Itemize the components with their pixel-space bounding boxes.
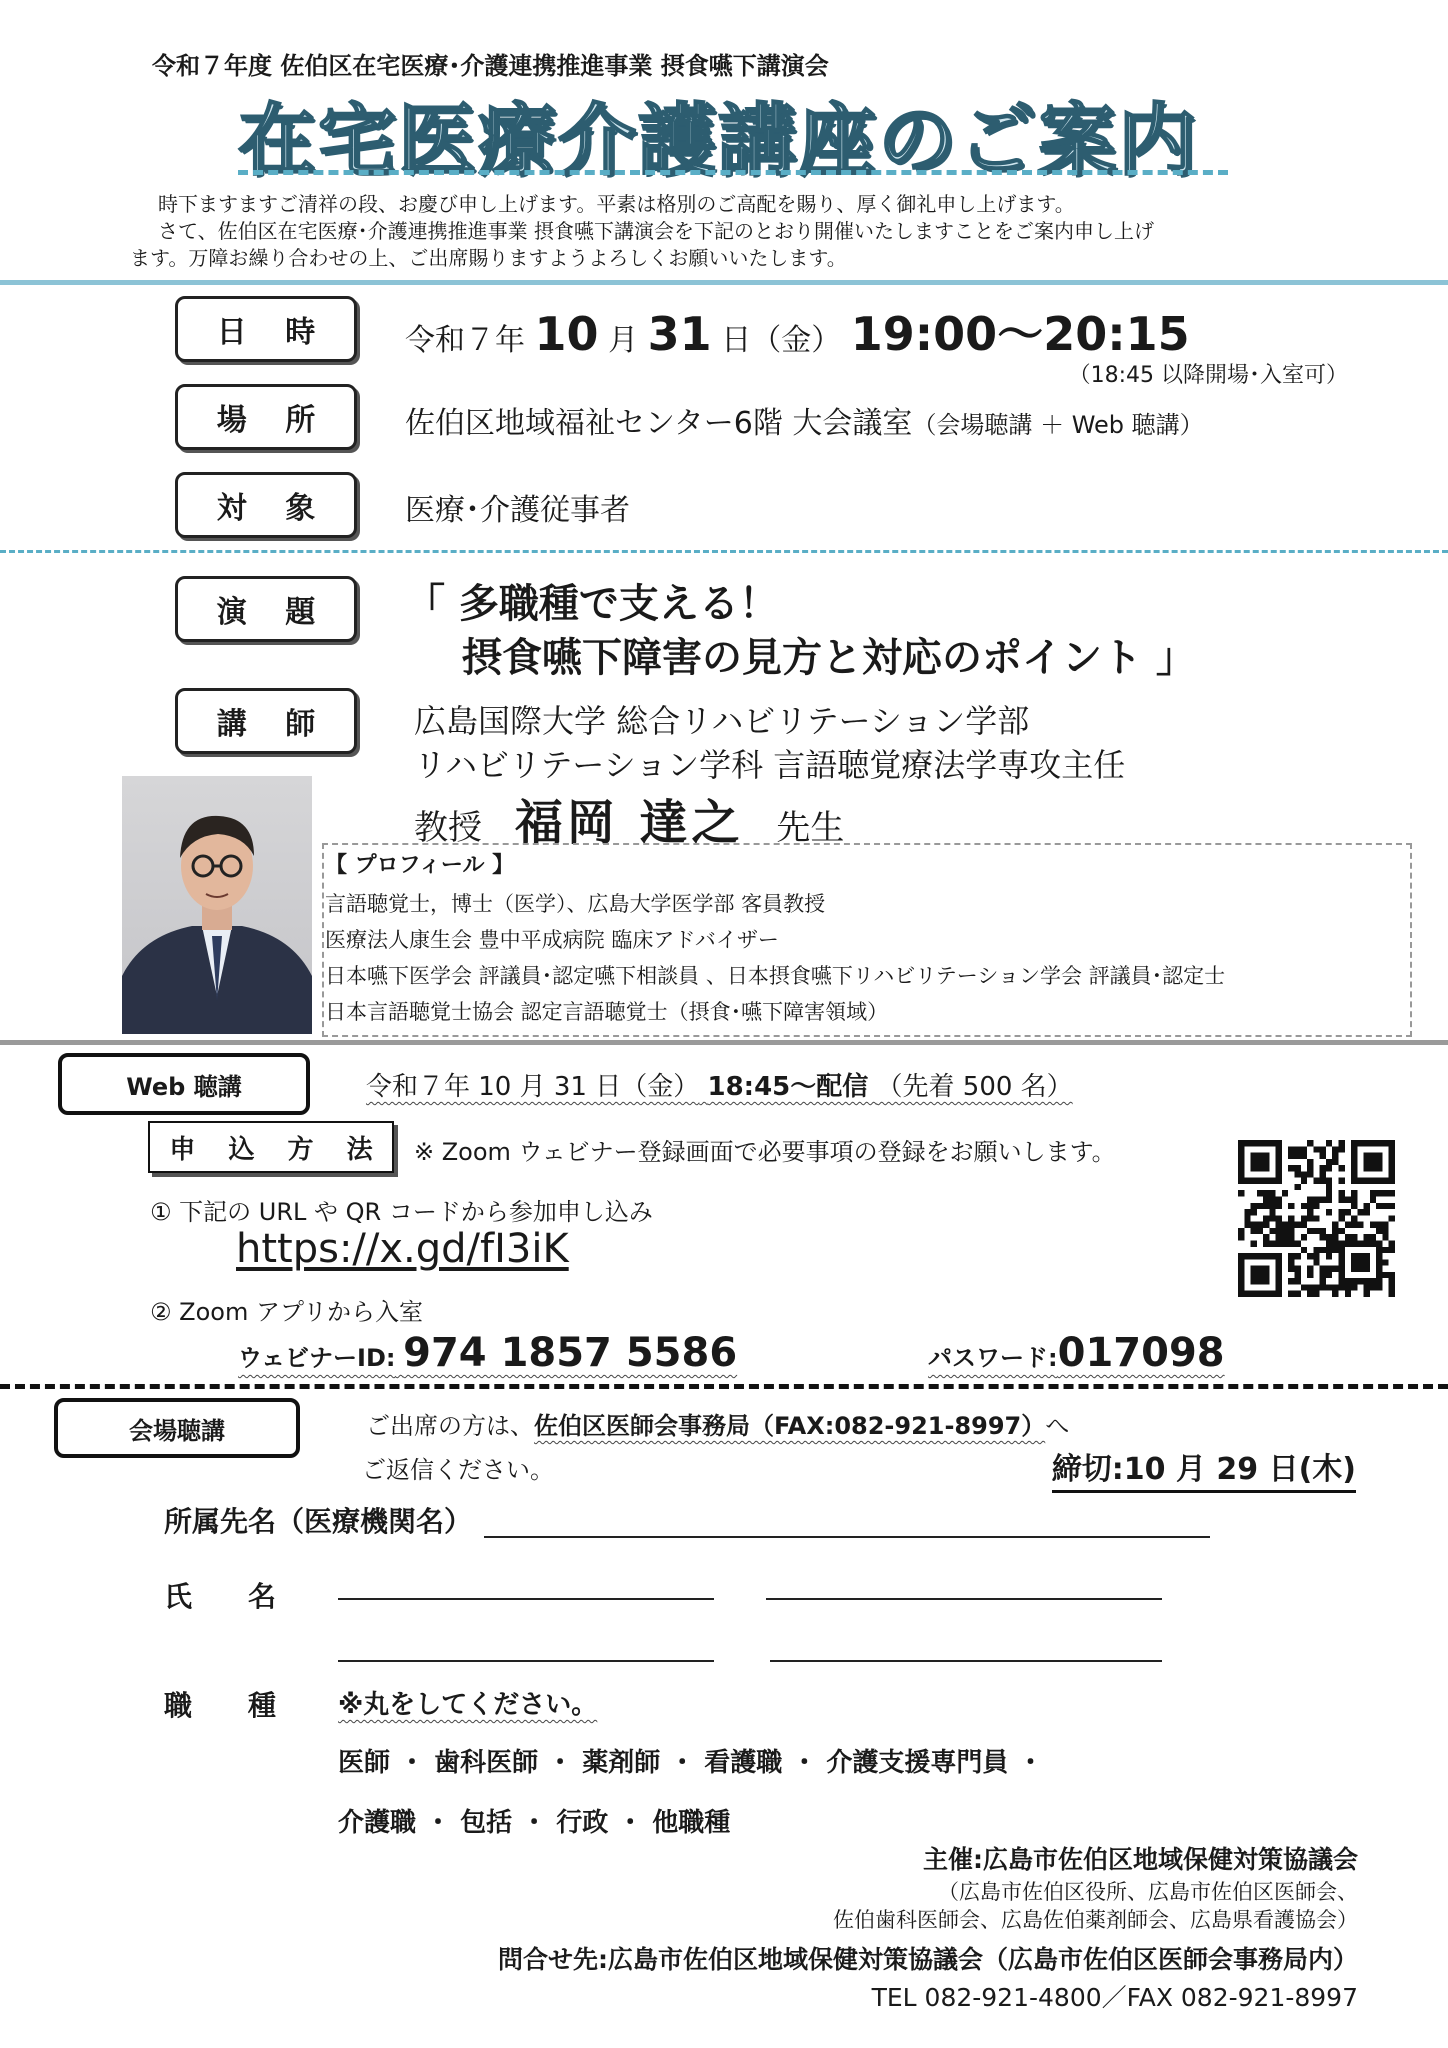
event-subtitle: 令和７年度 佐伯区在宅医療･介護連携推進事業 摂食嚥下講演会 bbox=[152, 52, 829, 80]
event-day-unit: 日（金） bbox=[721, 323, 842, 358]
reply-line-1-post: へ bbox=[1045, 1412, 1070, 1440]
event-month-unit: 月 bbox=[608, 323, 639, 358]
web-capacity: （先着 500 名） bbox=[876, 1072, 1073, 1102]
section-divider-venue bbox=[0, 1384, 1448, 1389]
event-era: 令和７年 bbox=[405, 323, 525, 358]
label-lecturer: 講 師 bbox=[175, 688, 357, 754]
label-target: 対 象 bbox=[175, 472, 357, 538]
name-label: 氏 名 bbox=[164, 1580, 277, 1613]
webinar-id-line bbox=[238, 1330, 737, 1376]
topic-line-1: 「 多職種で支える！ bbox=[405, 581, 779, 627]
section-divider-top bbox=[0, 280, 1448, 285]
label-apply-method-text: 申 込 方 法 bbox=[169, 1134, 385, 1165]
name-field-1[interactable] bbox=[338, 1598, 714, 1600]
venue-text bbox=[405, 398, 1204, 442]
profile-item-2: 医療法人康生会 豊中平成病院 臨床アドバイザー bbox=[325, 928, 779, 952]
lecturer-photo-illustration bbox=[122, 776, 312, 1034]
label-datetime: 日 時 bbox=[175, 296, 357, 362]
web-datetime bbox=[366, 1066, 1073, 1103]
event-month: 10 bbox=[534, 307, 599, 361]
webinar-id-label: ウェビナーID: bbox=[238, 1344, 396, 1372]
section-divider-web bbox=[0, 1040, 1448, 1045]
organizer: 主催:広島市佐伯区地域保健対策協議会 bbox=[923, 1845, 1358, 1874]
lecturer-photo bbox=[122, 776, 312, 1034]
affiliation-field[interactable] bbox=[484, 1536, 1210, 1538]
apply-note: ※ Zoom ウェビナー登録画面で必要事項の登録をお願いします。 bbox=[414, 1138, 1116, 1166]
contact: 問合せ先:広島市佐伯区地域保健対策協議会（広島市佐伯区医師会事務局内） bbox=[497, 1945, 1358, 1974]
reply-line-1 bbox=[366, 1406, 1069, 1441]
profile-item-3: 日本嚥下医学会 評議員･認定嚥下相談員 、日本摂食嚥下リハビリテーション学会 評議員･認定士 bbox=[325, 964, 1226, 988]
lecturer-name: 福岡 達之 bbox=[514, 795, 744, 851]
intro-line-1: 時下ますますご清祥の段、お慶び申し上げます。平素は格別のご高配を賜り、厚く御礼申し上げます。 bbox=[158, 192, 1075, 216]
qr-code[interactable] bbox=[1238, 1140, 1395, 1297]
intro-line-2: さて、佐伯区在宅医療･介護連携推進事業 摂食嚥下講演会を下記のとおり開催いたしますことをご案内申し上げ bbox=[158, 219, 1154, 243]
opening-note: （18:45 以降開場･入室可） bbox=[1068, 363, 1348, 388]
reply-deadline: 締切:10 月 29 日(木) bbox=[1052, 1444, 1356, 1493]
webinar-id: 974 1857 5586 bbox=[403, 1330, 738, 1376]
reply-line-2: ご返信ください。 bbox=[362, 1456, 554, 1484]
job-note: ※丸をしてください。 bbox=[338, 1690, 598, 1720]
event-day: 31 bbox=[647, 307, 712, 361]
lecturer-honorific: 先生 bbox=[776, 808, 845, 848]
intro-line-3: ます。万障お繰り合わせの上、ご出席賜りますようよろしくお願いいたします。 bbox=[130, 246, 847, 270]
target-text: 医療･介護従事者 bbox=[405, 493, 630, 528]
reply-fax: 佐伯区医師会事務局（FAX:082-921-8997） bbox=[534, 1412, 1046, 1440]
registration-url[interactable]: https://x.gd/fI3iK bbox=[236, 1226, 569, 1272]
label-apply-method bbox=[148, 1121, 394, 1173]
label-venue: 場 所 bbox=[175, 384, 357, 450]
section-divider-dashed bbox=[0, 550, 1448, 553]
password: 017098 bbox=[1057, 1330, 1225, 1376]
job-label: 職 種 bbox=[164, 1689, 277, 1722]
label-venue-attend-text: 会場聴講 bbox=[129, 1416, 225, 1445]
lecturer-affiliation-2: リハビリテーション学科 言語聴覚療法学専攻主任 bbox=[414, 746, 1126, 784]
reply-line-1-pre: ご出席の方は、 bbox=[366, 1412, 534, 1440]
lecturer-affiliation-1: 広島国際大学 総合リハビリテーション学部 bbox=[414, 702, 1030, 740]
name-field-2[interactable] bbox=[766, 1598, 1162, 1600]
job-options-2[interactable]: 介護職 ・ 包括 ・ 行政 ・ 他職種 bbox=[338, 1808, 731, 1838]
apply-step-1: ① 下記の URL や QR コードから参加申し込み bbox=[150, 1198, 653, 1226]
organizer-members-1: （広島市佐伯区役所、広島市佐伯区医師会、 bbox=[938, 1880, 1358, 1904]
web-date: 令和７年 10 月 31 日（金） bbox=[366, 1072, 700, 1102]
page-title-text: 在宅医療介護講座のご案内 bbox=[238, 96, 1199, 186]
web-time: 18:45〜配信 bbox=[707, 1072, 869, 1102]
organizer-members-2: 佐伯歯科医師会、広島佐伯薬剤師会、広島県看護協会） bbox=[833, 1908, 1358, 1932]
label-topic: 演 題 bbox=[175, 576, 357, 642]
affiliation-label: 所属先名（医療機関名） bbox=[164, 1505, 473, 1538]
lecturer-title: 教授 bbox=[414, 808, 482, 848]
profile-item-4: 日本言語聴覚士協会 認定言語聴覚士（摂食･嚥下障害領域） bbox=[325, 1000, 889, 1024]
label-web-text: Web 聴講 bbox=[126, 1072, 242, 1101]
profile-item-1: 言語聴覚士，博士（医学）、広島大学医学部 客員教授 bbox=[325, 892, 826, 916]
password-line bbox=[928, 1330, 1225, 1376]
venue-note: （会場聴講 ＋ Web 聴講） bbox=[912, 411, 1204, 439]
profile-heading: 【 プロフィール 】 bbox=[325, 853, 515, 878]
password-label: パスワード: bbox=[928, 1344, 1058, 1372]
label-venue-attend bbox=[54, 1398, 300, 1458]
event-datetime bbox=[405, 298, 1190, 364]
job-options-1[interactable]: 医師 ・ 歯科医師 ・ 薬剤師 ・ 看護職 ・ 介護支援専門員 ・ bbox=[338, 1748, 1044, 1778]
topic-line-2: 摂食嚥下障害の見方と対応のポイント 」 bbox=[462, 635, 1196, 681]
event-time: 19:00〜20:15 bbox=[850, 307, 1190, 361]
contact-tel-fax: TEL 082-921-4800／FAX 082-921-8997 bbox=[871, 1983, 1358, 2012]
label-web bbox=[58, 1053, 310, 1115]
name-field-3[interactable] bbox=[338, 1660, 714, 1662]
name-field-4[interactable] bbox=[770, 1660, 1162, 1662]
apply-step-2: ② Zoom アプリから入室 bbox=[150, 1298, 424, 1326]
title-underline bbox=[238, 170, 1228, 175]
venue-name: 佐伯区地域福祉センター6階 大会議室 bbox=[405, 406, 913, 441]
